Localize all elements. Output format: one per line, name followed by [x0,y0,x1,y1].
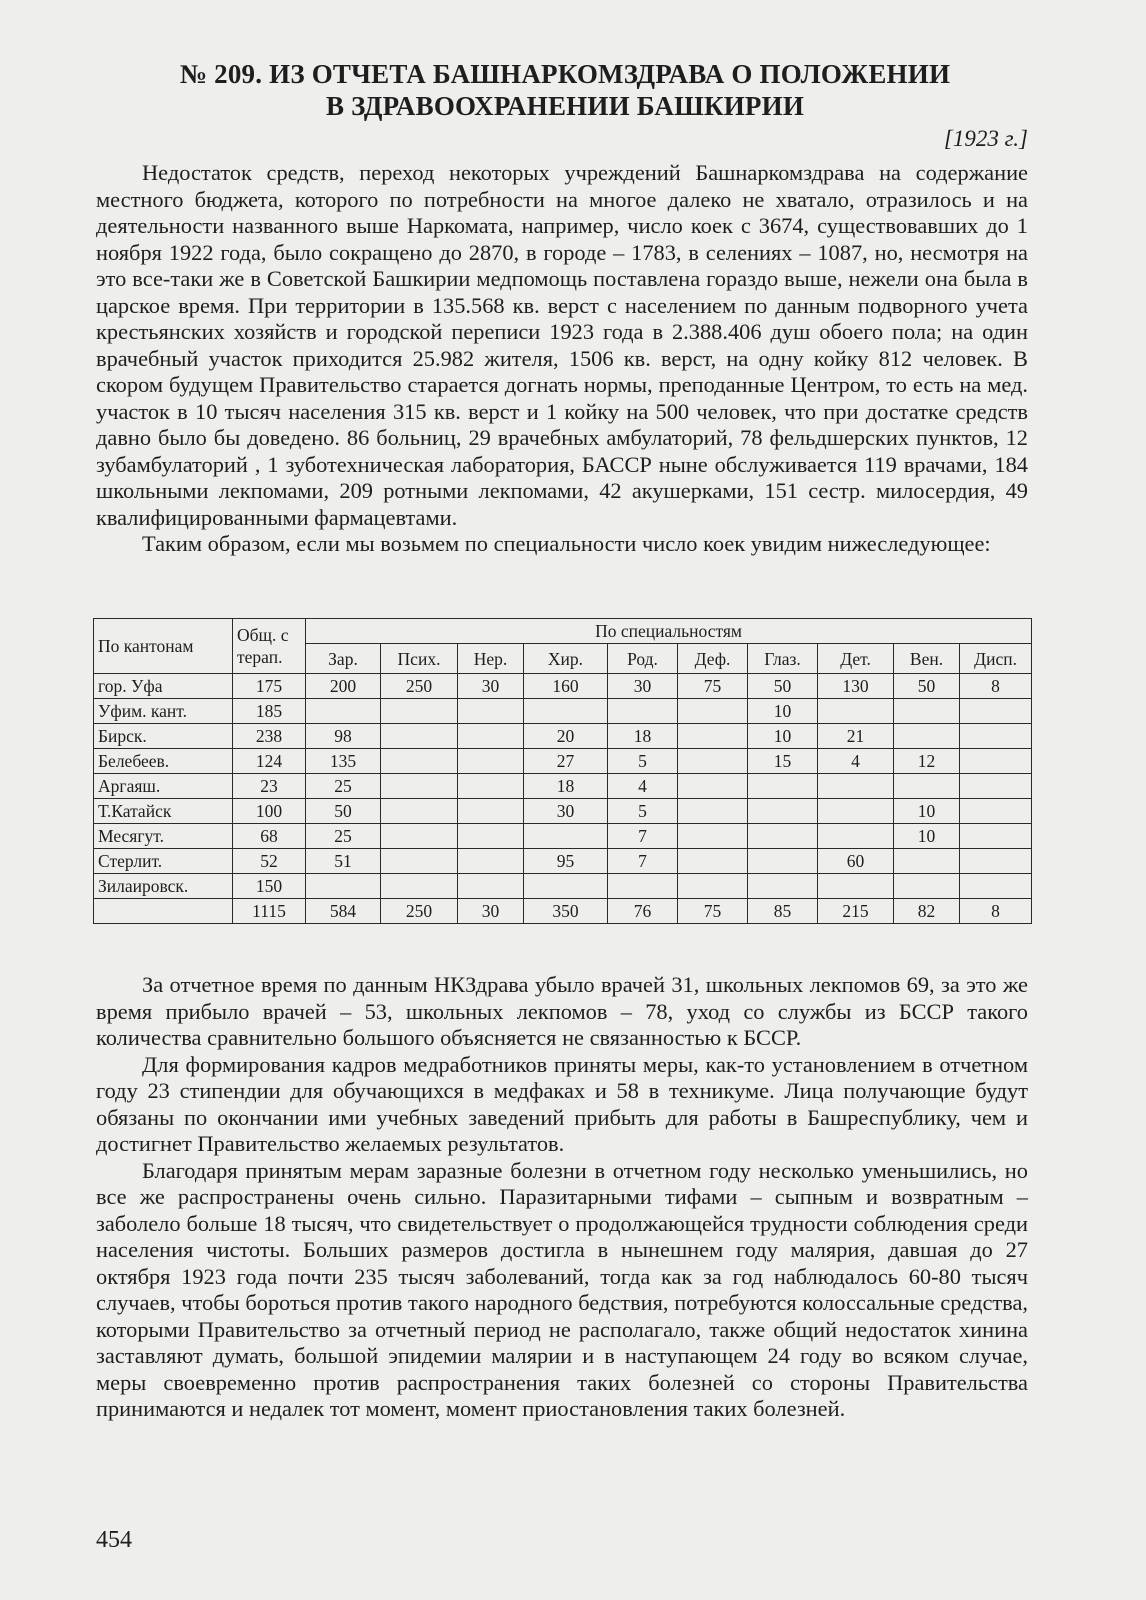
table-row [94,849,1032,874]
page-number: 454 [96,1527,132,1553]
text-block-after-table [96,972,1028,1423]
value-cell [960,774,1032,799]
value-cell: 85 [748,899,818,924]
value-cell: 238 [233,724,306,749]
paragraph: За отчетное время по данным НКЗдрава убыло врачей 31, школьных лекпомов 69, за это же время прибыло врачей – 53, школьных лекпомов – 78, уход со службы из БССР такого количества сравнительно большого объясняется не связанностью к БССР. [96,972,1028,1050]
value-cell [960,749,1032,774]
value-cell: 100 [233,799,306,824]
value-cell: 8 [960,899,1032,924]
value-cell [748,774,818,799]
value-cell [524,824,608,849]
header-specialty: Глаз. [748,644,818,674]
header-total: Общ. с терап. [233,619,306,674]
region-cell: Т.Катайск [94,799,233,824]
value-cell [960,699,1032,724]
text-block-before-table [96,160,1028,558]
table-row-total [94,899,1032,924]
value-cell [381,824,458,849]
value-cell [306,699,381,724]
region-cell: Стерлит. [94,849,233,874]
value-cell [960,724,1032,749]
value-cell: 10 [894,824,960,849]
value-cell: 7 [608,824,678,849]
value-cell [678,774,748,799]
value-cell [678,874,748,899]
value-cell [748,799,818,824]
table-row [94,824,1032,849]
value-cell: 10 [748,699,818,724]
value-cell: 18 [608,724,678,749]
value-cell [894,774,960,799]
value-cell [960,799,1032,824]
value-cell: 8 [960,674,1032,699]
value-cell [818,824,894,849]
value-cell: 82 [894,899,960,924]
value-cell [381,874,458,899]
value-cell: 27 [524,749,608,774]
value-cell [678,699,748,724]
table-row [94,674,1032,699]
value-cell: 30 [608,674,678,699]
value-cell: 30 [458,899,524,924]
value-cell: 75 [678,899,748,924]
value-cell: 215 [818,899,894,924]
value-cell [678,799,748,824]
value-cell: 95 [524,849,608,874]
value-cell: 98 [306,724,381,749]
table-row [94,699,1032,724]
value-cell [818,699,894,724]
value-cell [458,874,524,899]
value-cell: 23 [233,774,306,799]
table-body [94,674,1032,924]
value-cell: 25 [306,824,381,849]
value-cell [678,849,748,874]
header-specialty: Дисп. [960,644,1032,674]
value-cell [381,749,458,774]
value-cell: 150 [233,874,306,899]
value-cell: 200 [306,674,381,699]
value-cell [306,874,381,899]
value-cell: 10 [894,799,960,824]
value-cell: 250 [381,899,458,924]
value-cell [608,699,678,724]
value-cell: 50 [306,799,381,824]
value-cell: 135 [306,749,381,774]
value-cell: 30 [458,674,524,699]
value-cell [608,874,678,899]
header-specialty: Нер. [458,644,524,674]
value-cell [818,774,894,799]
value-cell [960,874,1032,899]
value-cell: 250 [381,674,458,699]
paragraph: Для формирования кадров медработников приняты меры, как-то установлением в отчетном году 23 стипендии для обучающихся в медфаках и 58 в техникуме. Лица получающие будут обязаны по окончании ими учебных заведений прибыть для работы в Башреспублику, чем и достигнет Правительство желаемых результатов. [96,1051,1028,1156]
value-cell [458,724,524,749]
table-row [94,874,1032,899]
value-cell [381,799,458,824]
region-cell: гор. Уфа [94,674,233,699]
value-cell: 21 [818,724,894,749]
value-cell: 18 [524,774,608,799]
region-cell: Бирск. [94,724,233,749]
value-cell: 130 [818,674,894,699]
value-cell [381,724,458,749]
table-header [94,619,1032,674]
value-cell [678,749,748,774]
value-cell [818,799,894,824]
beds-table-container [93,618,1036,924]
value-cell [458,699,524,724]
value-cell [458,799,524,824]
value-cell: 51 [306,849,381,874]
value-cell: 50 [748,674,818,699]
header-specialty: Хир. [524,644,608,674]
value-cell: 175 [233,674,306,699]
value-cell: 75 [678,674,748,699]
value-cell [458,774,524,799]
header-specialty: Зар. [306,644,381,674]
value-cell: 185 [233,699,306,724]
table-row [94,724,1032,749]
value-cell: 15 [748,749,818,774]
paragraph: Таким образом, если мы возьмем по специальности число коек увидим нижеследующее: [142,531,991,556]
value-cell [381,849,458,874]
beds-by-specialty-table [93,618,1032,924]
value-cell [458,849,524,874]
header-specialties-group: По специальностям [306,619,1032,644]
value-cell: 5 [608,799,678,824]
region-cell: Белебеев. [94,749,233,774]
table-row [94,799,1032,824]
value-cell: 52 [233,849,306,874]
value-cell: 25 [306,774,381,799]
value-cell [818,874,894,899]
value-cell: 20 [524,724,608,749]
value-cell [894,699,960,724]
value-cell [960,824,1032,849]
region-cell: Аргаяш. [94,774,233,799]
value-cell [458,749,524,774]
paragraph: Благодаря принятым мерам заразные болезни в отчетном году несколько уменьшились, но все же распространены очень сильно. Паразитарными тифами – сыпным и возвратным – заболело больше 18 тысяч, что свидетельствует о продолжающейся трудности соблюдения среди населения чистоты. Больших размеров достигла в нынешнем году малярия, давшая до 27 октября 1923 года почти 235 тысяч заболеваний, тогда как за год наблюдалось 60-80 тысяч случаев, чтобы бороться против такого народного бедствия, потребуются колоссальные средства, которыми Правительство за отчетный период не располагало, также общий недостаток хинина заставляют думать, большой эпидемии малярии и в наступающем 24 году во всяком случае, меры своевременно против распространения таких болезней со стороны Правительства принимаются и недалек тот момент, момент приостановления таких болезней. [96,1157,1028,1421]
value-cell: 4 [818,749,894,774]
value-cell [524,874,608,899]
value-cell [894,849,960,874]
value-cell: 68 [233,824,306,849]
value-cell: 584 [306,899,381,924]
value-cell [678,824,748,849]
value-cell: 7 [608,849,678,874]
value-cell: 10 [748,724,818,749]
value-cell: 4 [608,774,678,799]
value-cell: 12 [894,749,960,774]
table-row [94,749,1032,774]
region-cell: Месягут. [94,824,233,849]
value-cell [381,774,458,799]
document-title-line-2: В ЗДРАВООХРАНЕНИИ БАШКИРИИ [325,91,805,121]
value-cell [458,824,524,849]
value-cell: 124 [233,749,306,774]
value-cell [894,724,960,749]
value-cell: 160 [524,674,608,699]
value-cell: 30 [524,799,608,824]
paragraph: Недостаток средств, переход некоторых учреждений Башнаркомздрава на содержание местного бюджета, которого по потребности на многое далеко не хватало, отразилось и на деятельности названного выше Наркомата, например, число коек с 3674, существовавших до 1 ноября 1922 года, было сокращено до 2870, в городе – 1783, в селениях – 1087, но, несмотря на это все-таки же в Советской Башкирии медпомощь поставлена гораздо выше, нежели она была в царское время. При территории в 135.568 кв. верст с населением по данным подворного учета крестьянских хозяйств и городской переписи 1923 года в 2.388.406 душ обоего пола; на один врачебный участок приходится 25.982 жителя, 1506 кв. верст, на одну койку 812 человек. В скором будущем Правительство старается догнать нормы, преподанные Центром, то есть на мед. участок в 10 тысяч населения 315 кв. верст и 1 койку на 500 человек, что при достатке средств давно было бы доведено. 86 больниц, 29 врачебных амбулаторий, 78 фельдшерских пунктов, 12 зубамбулаторий , 1 зуботехническая лаборатория, БАССР ныне обслуживается 119 врачами, 184 школьными лекпомами, 209 ротными лекпомами, 42 акушерками, 151 сестр. милосердия, 49 квалифицированными фармацевтами. [96,160,1028,530]
value-cell: 76 [608,899,678,924]
value-cell: 50 [894,674,960,699]
value-cell [748,824,818,849]
value-cell: 60 [818,849,894,874]
header-specialty: Псих. [381,644,458,674]
header-region: По кантонам [94,619,233,674]
value-cell [678,724,748,749]
region-cell: Зилаировск. [94,874,233,899]
value-cell [381,699,458,724]
region-cell [94,899,233,924]
region-cell: Уфим. кант. [94,699,233,724]
value-cell [894,874,960,899]
value-cell: 5 [608,749,678,774]
header-specialty: Род. [608,644,678,674]
table-row [94,774,1032,799]
header-specialty: Деф. [678,644,748,674]
document-date: [1923 г.] [943,126,1028,151]
value-cell [524,699,608,724]
value-cell [748,849,818,874]
value-cell [748,874,818,899]
header-specialty: Вен. [894,644,960,674]
header-specialty: Дет. [818,644,894,674]
value-cell: 1115 [233,899,306,924]
value-cell: 350 [524,899,608,924]
document-title-line-1: № 209. ИЗ ОТЧЕТА БАШНАРКОМЗДРАВА О ПОЛОЖЕНИИ [179,59,951,89]
value-cell [960,849,1032,874]
